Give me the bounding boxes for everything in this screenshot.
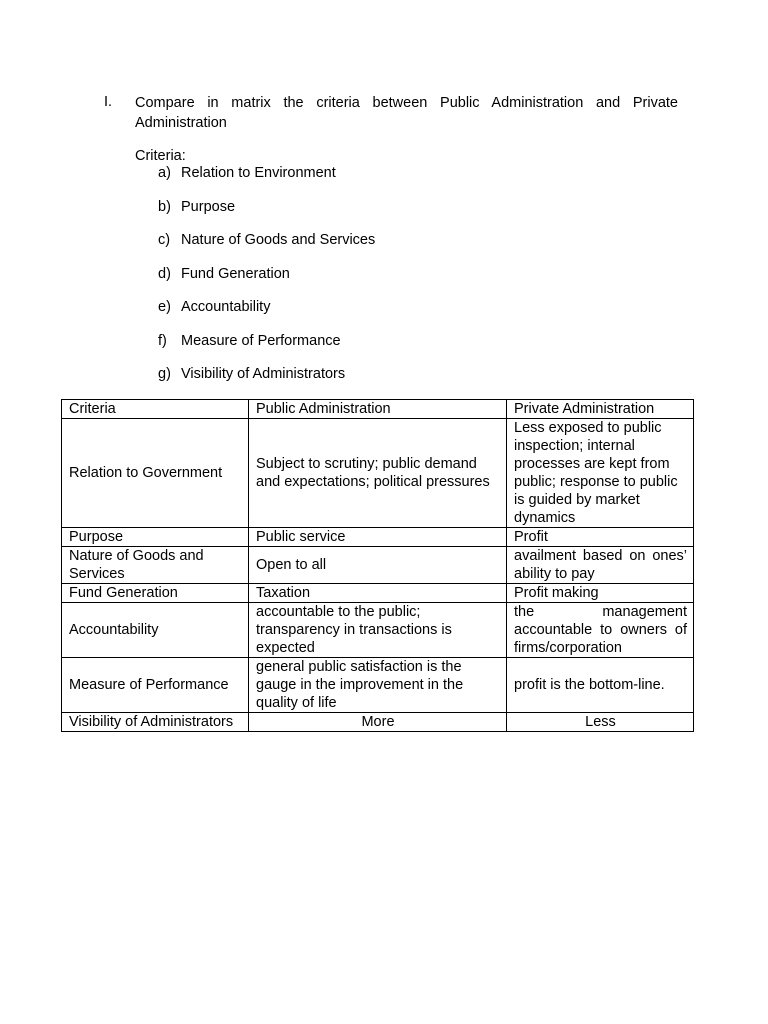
- header-cell: Criteria: [62, 400, 249, 419]
- list-text: Nature of Goods and Services: [181, 232, 376, 248]
- table-cell: Subject to scrutiny; public demand and expectations; political pressures: [249, 419, 507, 528]
- question-text: Compare in matrix the criteria between Public Administration and Private Administration: [135, 95, 678, 131]
- table-row: [62, 547, 694, 584]
- table-row: [62, 584, 694, 603]
- table-cell: Nature of Goods and Services: [62, 547, 249, 584]
- list-letter: b): [158, 198, 171, 215]
- table-cell: profit is the bottom-line.: [507, 658, 694, 713]
- table-row: [62, 713, 694, 732]
- table-row: [62, 419, 694, 528]
- table-cell: accountable to the public; transparency in transactions is expected: [249, 603, 507, 658]
- table-cell: Public service: [249, 528, 507, 547]
- table-cell: Open to all: [249, 547, 507, 584]
- table-cell: availment based on ones’ ability to pay: [507, 547, 694, 584]
- table-cell: Less exposed to public inspection; internal processes are kept from public; response to public is guided by market dynamics: [507, 419, 694, 528]
- list-text: Visibility of Administrators: [181, 366, 346, 382]
- list-text: Fund Generation: [181, 265, 290, 282]
- header-cell: Private Administration: [507, 400, 694, 419]
- list-text: Measure of Performance: [181, 332, 341, 349]
- table-cell: Measure of Performance: [62, 658, 249, 713]
- table-cell: Less: [507, 713, 694, 732]
- table-cell: Taxation: [249, 584, 507, 603]
- table-cell: Visibility of Administrators: [62, 713, 249, 732]
- table-cell: the management accountable to owners of firms/corporation: [507, 603, 694, 658]
- table-cell: Relation to Government: [62, 419, 249, 528]
- list-letter: d): [158, 265, 171, 282]
- table-row: [62, 658, 694, 713]
- table-row: [62, 528, 694, 547]
- table-cell: More: [249, 713, 507, 732]
- question: [104, 93, 678, 133]
- header-cell: Public Administration: [249, 400, 507, 419]
- table-cell: Fund Generation: [62, 584, 249, 603]
- list-letter: c): [158, 232, 171, 248]
- list-text: Accountability: [181, 299, 271, 315]
- list-letter: e): [158, 299, 171, 315]
- table-header-row: [62, 400, 694, 419]
- list-text: Purpose: [181, 198, 236, 215]
- list-text: Relation to Environment: [181, 165, 336, 181]
- criteria-label: Criteria:: [135, 148, 186, 164]
- table-cell: Profit making: [507, 584, 694, 603]
- table-cell: Purpose: [62, 528, 249, 547]
- list-letter: a): [158, 165, 171, 181]
- question-number: I.: [104, 94, 113, 110]
- table-cell: Profit: [507, 528, 694, 547]
- table-row: [62, 603, 694, 658]
- list-letter: f): [158, 332, 167, 349]
- table-cell: general public satisfaction is the gauge in the improvement in the quality of life: [249, 658, 507, 713]
- list-letter: g): [158, 366, 171, 382]
- comparison-matrix: [61, 399, 694, 732]
- table-cell: Accountability: [62, 603, 249, 658]
